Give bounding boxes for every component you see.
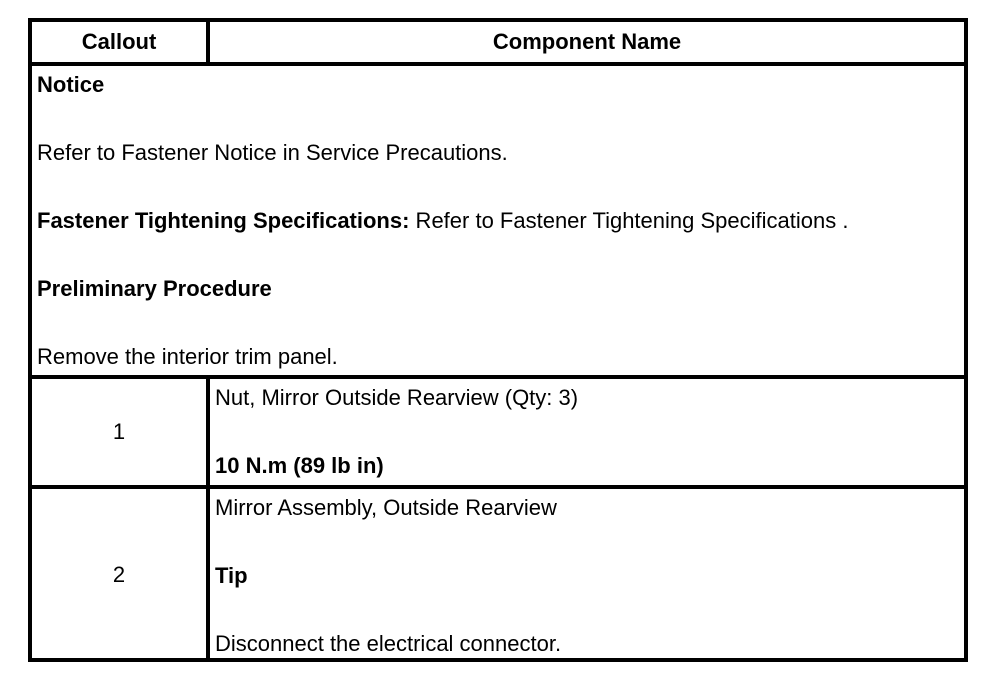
callout-number: 1 — [112, 419, 126, 444]
table-row — [32, 485, 964, 658]
callout-cell — [32, 489, 206, 658]
header-component-name: Component Name — [206, 22, 964, 62]
fastener-spec-line — [37, 208, 848, 234]
notice-heading: Notice — [37, 72, 105, 97]
tip-text: Disconnect the electrical connector. — [215, 631, 562, 656]
component-name: Nut, Mirror Outside Rearview (Qty: 3) — [215, 385, 579, 410]
fastener-spec-text: Refer to Fastener Tightening Specifications . — [409, 208, 849, 233]
notice-row — [32, 62, 964, 375]
table-header-row — [32, 22, 964, 62]
component-cell — [206, 489, 964, 658]
torque-spec: 10 N.m (89 lb in) — [215, 453, 384, 478]
callout-cell — [32, 379, 206, 485]
callout-number: 2 — [112, 562, 126, 587]
fastener-spec-label: Fastener Tightening Specifications: — [37, 208, 410, 233]
table-row — [32, 375, 964, 485]
component-table — [28, 18, 968, 662]
component-name: Mirror Assembly, Outside Rearview — [215, 495, 557, 520]
preliminary-procedure-heading: Preliminary Procedure — [37, 276, 272, 301]
preliminary-procedure-text: Remove the interior trim panel. — [37, 344, 338, 369]
tip-heading: Tip — [215, 563, 248, 588]
header-callout: Callout — [81, 29, 157, 54]
component-cell — [206, 379, 964, 485]
notice-text: Refer to Fastener Notice in Service Precautions. — [37, 140, 508, 165]
